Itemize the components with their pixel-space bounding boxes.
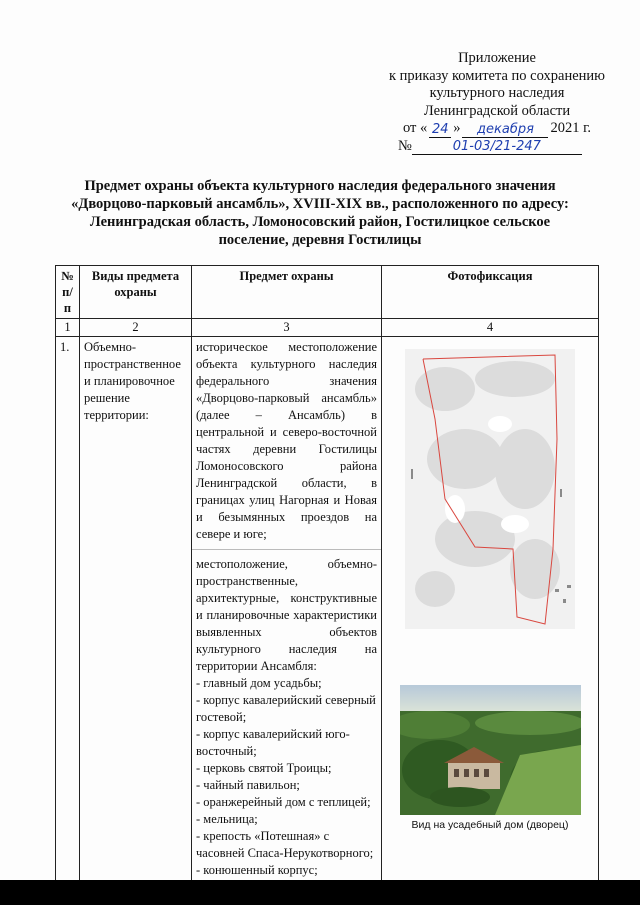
column-number-row [56, 319, 599, 337]
col-number: 1 [56, 319, 80, 337]
annex-header [372, 50, 622, 155]
header-photo: Фотофиксация [382, 266, 599, 319]
annex-line: к приказу комитета по сохранению [388, 67, 605, 84]
date-mid: » [453, 120, 461, 136]
date-year: 2021 г. [550, 120, 592, 136]
manor-photo [400, 685, 581, 815]
row-subject [192, 337, 382, 882]
table-row [56, 337, 599, 882]
list-item: - чайный павильон; [196, 778, 300, 792]
list-item: - крепость «Потешная» с часовней Спаса-Нерукотворного; [196, 829, 374, 860]
order-date [372, 120, 622, 138]
boundary-map [405, 349, 575, 629]
number-prefix: № [398, 137, 412, 154]
subject-paragraph: местоположение, объемно-пространственные, архитектурные, конструктивные и планировочные характеристики выявленных объектов культурного наследия на территории Ансамбля: [196, 557, 377, 673]
date-day: 24 [429, 122, 451, 138]
annex-line: Ленинградской области [423, 102, 571, 119]
date-month: декабря [462, 122, 548, 138]
date-prefix: от « [402, 120, 428, 136]
subject-paragraph: историческое местоположение объекта культурного наследия федерального значения «Дворцово-парковый ансамбль» (далее – Ансамбль) в центральной и северо-восточной частях деревни Гостилицы Ломоносовского района Ленинградской области, в границах улиц Нагорная и Новая и безымянных проездов на севере и юге; [196, 340, 377, 541]
col-number: 4 [382, 319, 599, 337]
row-kind: Объемно-пространственное и планировочное решение территории: [80, 337, 192, 882]
header-number: № п/п [56, 266, 80, 319]
list-item: - оранжерейный дом с теплицей; [196, 795, 371, 809]
list-item: - корпус кавалерийский юго-восточный; [196, 727, 350, 758]
list-item: - церковь святой Троицы; [196, 761, 332, 775]
header-subject: Предмет охраны [192, 266, 382, 319]
list-item: - главный дом усадьбы; [196, 676, 322, 690]
annex-line: Приложение [458, 50, 536, 66]
protection-table [55, 265, 599, 882]
list-item: - мельница; [196, 812, 258, 826]
row-number: 1. [56, 337, 80, 882]
header-kind: Виды предмета охраны [80, 266, 192, 319]
order-number [372, 138, 622, 156]
list-item: - конюшенный корпус; [196, 863, 318, 877]
divider [192, 549, 381, 550]
photo-caption: Вид на усадебный дом (дворец) [411, 819, 569, 831]
table-header-row [56, 266, 599, 319]
row-photos [382, 337, 599, 882]
scan-edge [0, 880, 640, 905]
number-value: 01-03/21-247 [412, 139, 582, 155]
document-title: Предмет охраны объекта культурного наследия федерального значения «Дворцово-парковый ансамбль», XVIII-XIX вв., расположенного по адресу: Ленинградская область, Ломоносовский район, Гостилицкое сельское поселение, деревня Гостилицы [71, 178, 569, 248]
col-number: 3 [192, 319, 382, 337]
col-number: 2 [80, 319, 192, 337]
annex-line: культурного наследия [429, 85, 565, 101]
list-item: - корпус кавалерийский северный гостевой; [196, 693, 376, 724]
